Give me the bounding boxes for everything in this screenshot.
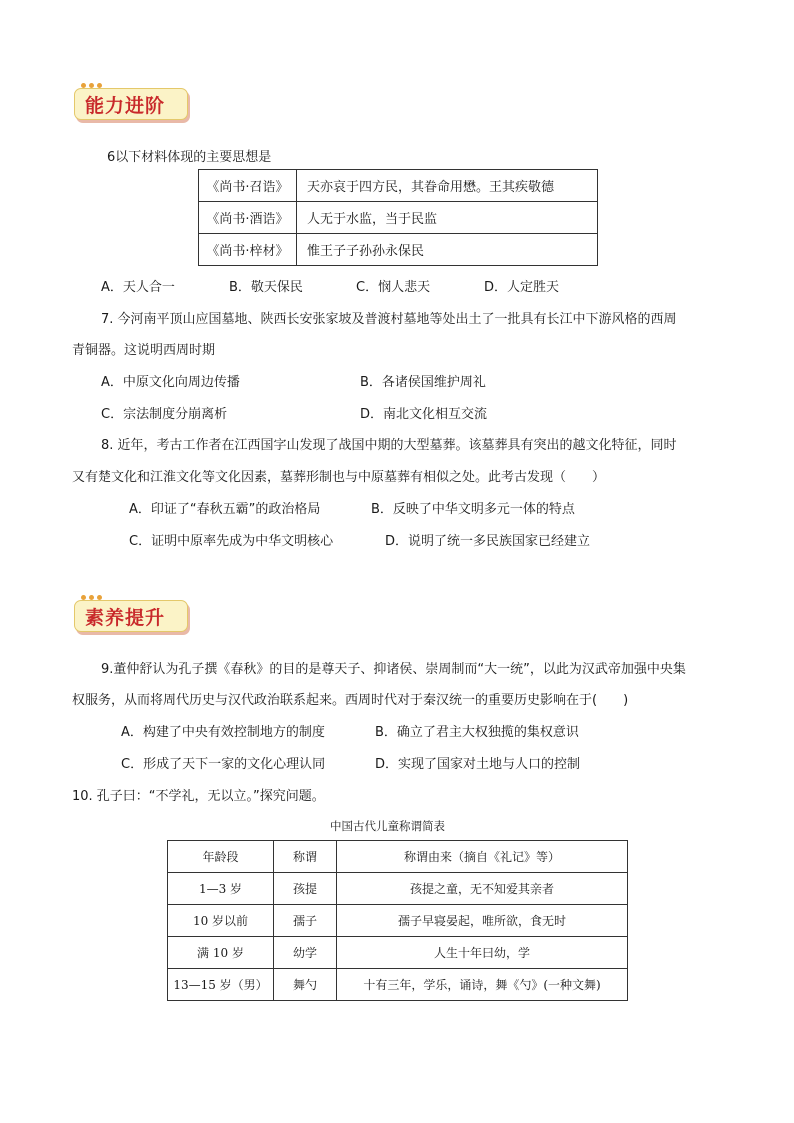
table-row: [199, 202, 598, 234]
table-cell: 人无于水监，当于民监: [297, 202, 598, 234]
option-c: C．形成了天下一家的文化心理认同: [121, 757, 326, 772]
question-10-stem: 10. 孔子曰：“不学礼，无以立。”探究问题。: [72, 789, 325, 804]
table-row: [168, 969, 628, 1001]
table-cell: 人生十年曰幼，学: [337, 937, 628, 969]
option-d: D．实现了国家对土地与人口的控制: [375, 757, 581, 772]
question-8-line2: 又有楚文化和江淮文化等文化因素，墓葬形制也与中原墓葬有相似之处。此考古发现（ ）: [72, 470, 606, 485]
section-title: 能力进阶: [85, 94, 166, 117]
question-9-line1: 9.董仲舒认为孔子撰《春秋》的目的是尊天子、抑诸侯、崇周制而“大一统”，以此为汉武帝加强中央集: [101, 662, 686, 677]
question-8-line1: 8. 近年，考古工作者在江西国字山发现了战国中期的大型墓葬。该墓葬具有突出的越文化特征，同时: [101, 438, 677, 453]
decorative-dots-icon: [81, 83, 102, 88]
option-a: A．印证了“春秋五霸”的政治格局: [129, 502, 321, 517]
table-cell: 孺子早寝晏起，唯所欲，食无时: [337, 905, 628, 937]
table-cell: 《尚书·梓材》: [199, 234, 297, 266]
section-banner-literacy: [74, 600, 188, 632]
table-cell: 13—15 岁（男）: [168, 969, 274, 1001]
table-cell: 1—3 岁: [168, 873, 274, 905]
table-row: [168, 873, 628, 905]
table-row: [168, 905, 628, 937]
option-b: B．各诸侯国维护周礼: [360, 375, 486, 390]
table-cell: 惟王子子孙孙永保民: [297, 234, 598, 266]
table-cell: 天亦哀于四方民，其眷命用懋。王其疾敬德: [297, 170, 598, 202]
table-header-row: [168, 841, 628, 873]
question-7-line2: 青铜器。这说明西周时期: [72, 343, 216, 358]
table-cell: 《尚书·召诰》: [199, 170, 297, 202]
section-title: 素养提升: [85, 606, 166, 629]
question-9-line2: 权服务，从而将周代历史与汉代政治联系起来。西周时代对于秦汉统一的重要历史影响在于( ): [72, 693, 629, 708]
table-row: [199, 234, 598, 266]
table-row: [168, 937, 628, 969]
option-c: C．宗法制度分崩离析: [101, 407, 228, 422]
table-cell: 孩提: [274, 873, 337, 905]
table-cell: 《尚书·酒诰》: [199, 202, 297, 234]
table-cell: 十有三年，学乐，诵诗，舞《勺》(一种文舞): [337, 969, 628, 1001]
question-7-line1: 7. 今河南平顶山应国墓地、陕西长安张家坡及普渡村墓地等处出土了一批具有长江中下游风格的西周: [101, 312, 677, 327]
question-10-table: [167, 840, 628, 1001]
table-caption: 中国古代儿童称谓简表: [330, 819, 445, 833]
option-a: A．构建了中央有效控制地方的制度: [121, 725, 325, 740]
question-6-stem: 6以下材料体现的主要思想是: [107, 150, 272, 165]
option-b: B．反映了中华文明多元一体的特点: [371, 502, 575, 517]
option-a: A．中原文化向周边传播: [101, 375, 240, 390]
table-cell: 舞勺: [274, 969, 337, 1001]
decorative-dots-icon: [81, 595, 102, 600]
table-cell: 幼学: [274, 937, 337, 969]
table-cell: 满 10 岁: [168, 937, 274, 969]
table-cell: 10 岁以前: [168, 905, 274, 937]
column-header: 年龄段: [168, 841, 274, 873]
column-header: 称谓: [274, 841, 337, 873]
option-d: D．说明了统一多民族国家已经建立: [385, 534, 591, 549]
section-banner-ability: [74, 88, 188, 120]
question-6-table: [198, 169, 598, 266]
table-cell: 孩提之童，无不知爱其亲者: [337, 873, 628, 905]
option-d: D．人定胜天: [484, 280, 560, 295]
table-cell: 孺子: [274, 905, 337, 937]
option-b: B．确立了君主大权独揽的集权意识: [375, 725, 579, 740]
option-c: C．证明中原率先成为中华文明核心: [129, 534, 334, 549]
option-a: A．天人合一: [101, 280, 175, 295]
column-header: 称谓由来（摘自《礼记》等）: [337, 841, 628, 873]
option-d: D．南北文化相互交流: [360, 407, 488, 422]
option-b: B．敬天保民: [229, 280, 303, 295]
option-c: C．悯人悲天: [356, 280, 431, 295]
table-row: [199, 170, 598, 202]
